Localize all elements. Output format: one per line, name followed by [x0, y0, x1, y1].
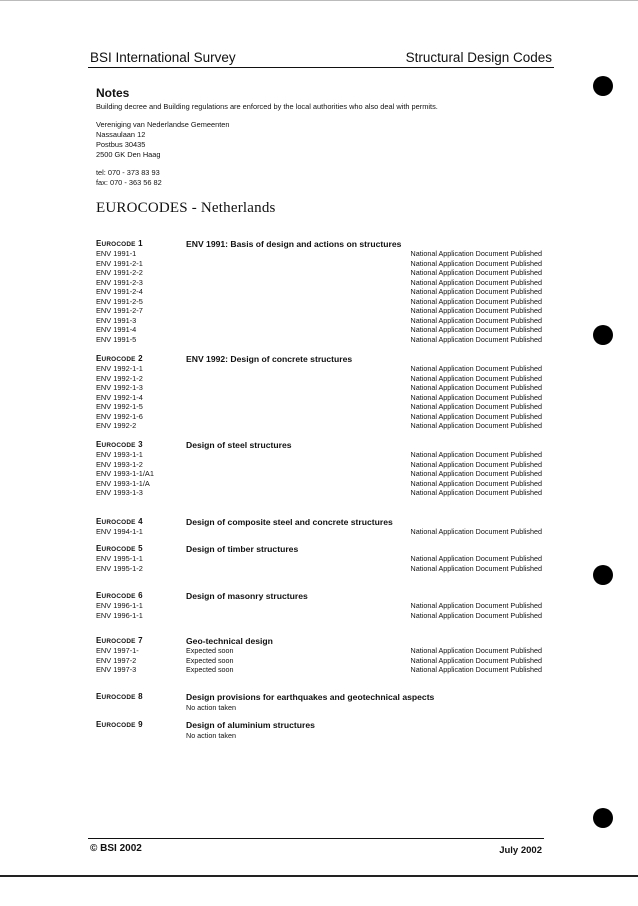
- code-id: ENV 1993-1-2: [96, 459, 143, 469]
- code-note: Expected soon: [186, 655, 234, 665]
- eurocode-label: [96, 720, 143, 729]
- code-row: [96, 460, 546, 470]
- code-id: ENV 1991-2-1: [96, 258, 143, 268]
- code-status: National Application Document Published: [410, 258, 542, 268]
- page-title: EUROCODES - Netherlands: [96, 200, 276, 216]
- code-row: [96, 287, 546, 297]
- code-id: ENV 1991-1: [96, 249, 137, 258]
- section-subnote: No action taken: [186, 731, 236, 740]
- eurocode-label-rest: UROCODE: [101, 546, 136, 553]
- eurocode-number: 7: [138, 636, 143, 645]
- code-id: ENV 1995-1-2: [96, 563, 143, 573]
- code-id: ENV 1992-1-3: [96, 383, 143, 392]
- code-row: [96, 297, 546, 307]
- section-title: ENV 1991: Basis of design and actions on structures: [186, 239, 402, 249]
- eurocode-label-initial: E: [96, 720, 102, 729]
- code-row: [96, 335, 546, 345]
- page-header: [88, 45, 554, 68]
- code-id: ENV 1994-1-1: [96, 527, 143, 536]
- eurocode-number: 9: [138, 720, 143, 729]
- code-id: ENV 1991-4: [96, 325, 137, 334]
- address-line: Nassaulaan 12: [96, 130, 146, 139]
- code-row: [96, 383, 546, 393]
- eurocode-label: [96, 692, 143, 701]
- section-title: Geo-technical design: [186, 636, 273, 646]
- eurocode-number: 1: [138, 239, 143, 248]
- eurocode-label-initial: E: [96, 239, 102, 248]
- section-title: Design of steel structures: [186, 440, 292, 450]
- code-id: ENV 1993-1-3: [96, 488, 143, 497]
- eurocode-number: 2: [138, 354, 143, 363]
- bottom-rule: [0, 875, 638, 877]
- eurocode-label: [96, 517, 143, 526]
- code-row: [96, 402, 546, 412]
- code-status: National Application Document Published: [410, 450, 542, 459]
- header-right: Structural Design Codes: [405, 50, 552, 65]
- code-status: National Application Document Published: [410, 411, 542, 421]
- code-status: National Application Document Published: [410, 601, 542, 610]
- code-status: National Application Document Published: [410, 306, 542, 315]
- code-id: ENV 1992-1-4: [96, 392, 143, 402]
- code-row: [96, 646, 546, 656]
- top-rule: [0, 0, 638, 1]
- code-row: [96, 554, 546, 564]
- address-line: Postbus 30435: [96, 140, 146, 149]
- eurocode-label-rest: UROCODE: [101, 241, 136, 248]
- eurocode-label-rest: UROCODE: [101, 519, 136, 526]
- section-title: Design of timber structures: [186, 544, 299, 554]
- code-status: National Application Document Published: [410, 488, 542, 497]
- code-id: ENV 1992-2: [96, 421, 137, 430]
- eurocode-label: [96, 354, 143, 363]
- eurocode-label-initial: E: [96, 636, 102, 645]
- code-row: [96, 364, 546, 374]
- eurocode-label-initial: E: [96, 692, 102, 701]
- code-status: National Application Document Published: [410, 655, 542, 665]
- eurocode-label-initial: E: [96, 354, 102, 363]
- code-id: ENV 1992-1-1: [96, 364, 143, 373]
- code-id: ENV 1991-2-2: [96, 268, 143, 277]
- eurocode-label-rest: UROCODE: [101, 638, 136, 645]
- section-title: Design provisions for earthquakes and geotechnical aspects: [186, 692, 435, 702]
- punch-hole: [593, 325, 613, 345]
- code-note: Expected soon: [186, 665, 234, 674]
- section-title: Design of masonry structures: [186, 591, 308, 601]
- eurocode-number: 4: [138, 517, 143, 526]
- eurocode-label: [96, 636, 143, 645]
- telephone: tel: 070 - 373 83 93: [96, 168, 160, 177]
- code-status: National Application Document Published: [410, 554, 542, 563]
- code-status: National Application Document Published: [410, 563, 542, 573]
- code-status: National Application Document Published: [410, 610, 542, 620]
- code-status: National Application Document Published: [410, 334, 542, 344]
- code-row: [96, 488, 546, 498]
- code-status: National Application Document Published: [410, 383, 542, 392]
- punch-hole: [593, 808, 613, 828]
- code-row: [96, 611, 546, 621]
- code-id: ENV 1993-1-1/A: [96, 478, 150, 488]
- copyright: © BSI 2002: [90, 843, 142, 854]
- code-note: Expected soon: [186, 646, 234, 655]
- code-row: [96, 421, 546, 431]
- code-status: National Application Document Published: [410, 268, 542, 277]
- code-row: [96, 601, 546, 611]
- code-id: ENV 1992-1-5: [96, 402, 143, 411]
- code-status: National Application Document Published: [410, 364, 542, 373]
- eurocode-label: [96, 239, 143, 248]
- code-status: National Application Document Published: [410, 296, 542, 306]
- address-line: 2500 GK Den Haag: [96, 150, 161, 159]
- code-row: [96, 268, 546, 278]
- eurocode-label-rest: UROCODE: [101, 593, 136, 600]
- eurocode-number: 6: [138, 591, 143, 600]
- code-row: [96, 450, 546, 460]
- punch-hole: [593, 565, 613, 585]
- code-id: ENV 1991-2-5: [96, 296, 143, 306]
- code-row: [96, 564, 546, 574]
- code-row: [96, 469, 546, 479]
- code-id: ENV 1991-2-7: [96, 306, 143, 315]
- footer-date: July 2002: [499, 845, 542, 856]
- notes-title: Notes: [96, 86, 130, 100]
- eurocode-label-rest: UROCODE: [101, 694, 136, 701]
- code-status: National Application Document Published: [410, 665, 542, 674]
- code-row: [96, 249, 546, 259]
- contact-block: [96, 168, 162, 188]
- code-row: [96, 479, 546, 489]
- code-id: ENV 1993-1-1: [96, 450, 143, 459]
- eurocode-number: 3: [138, 440, 143, 449]
- code-status: National Application Document Published: [410, 287, 542, 296]
- eurocode-label-initial: E: [96, 591, 102, 600]
- header-left: BSI International Survey: [90, 50, 236, 65]
- eurocode-label-rest: UROCODE: [101, 356, 136, 363]
- eurocode-label-initial: E: [96, 544, 102, 553]
- code-status: National Application Document Published: [410, 392, 542, 402]
- eurocode-label-initial: E: [96, 517, 102, 526]
- code-row: [96, 665, 546, 675]
- code-row: [96, 259, 546, 269]
- code-row: [96, 374, 546, 384]
- eurocode-label-rest: UROCODE: [101, 442, 136, 449]
- section-subnote: No action taken: [186, 703, 236, 712]
- eurocode-label-initial: E: [96, 440, 102, 449]
- code-status: National Application Document Published: [410, 373, 542, 383]
- section-title: Design of aluminium structures: [186, 720, 315, 730]
- code-status: National Application Document Published: [410, 646, 542, 655]
- eurocode-label: [96, 591, 143, 600]
- code-id: ENV 1997-2: [96, 655, 137, 665]
- eurocode-label: [96, 440, 143, 449]
- code-status: National Application Document Published: [410, 249, 542, 258]
- code-id: ENV 1991-5: [96, 334, 137, 344]
- code-status: National Application Document Published: [410, 421, 542, 430]
- eurocode-label: [96, 544, 143, 553]
- address-block: [96, 120, 230, 160]
- code-id: ENV 1991-2-3: [96, 277, 143, 287]
- eurocode-number: 5: [138, 544, 143, 553]
- code-row: [96, 527, 546, 537]
- code-id: ENV 1991-3: [96, 315, 137, 325]
- section-title: ENV 1992: Design of concrete structures: [186, 354, 353, 364]
- code-status: National Application Document Published: [410, 277, 542, 287]
- code-row: [96, 412, 546, 422]
- section-title: Design of composite steel and concrete structures: [186, 517, 393, 527]
- address-line: Vereniging van Nederlandse Gemeenten: [96, 120, 230, 129]
- code-row: [96, 278, 546, 288]
- eurocode-number: 8: [138, 692, 143, 701]
- code-id: ENV 1997-3: [96, 665, 137, 674]
- code-status: National Application Document Published: [410, 469, 542, 478]
- page-footer: [88, 838, 544, 859]
- code-id: ENV 1992-1-2: [96, 373, 143, 383]
- code-status: National Application Document Published: [410, 527, 542, 536]
- eurocode-label-rest: UROCODE: [101, 722, 136, 729]
- code-row: [96, 316, 546, 326]
- code-status: National Application Document Published: [410, 402, 542, 411]
- code-id: ENV 1991-2-4: [96, 287, 143, 296]
- code-id: ENV 1993-1-1/A1: [96, 469, 154, 478]
- notes-text: Building decree and Building regulations are enforced by the local authorities who also deal with permits.: [96, 102, 438, 111]
- code-id: ENV 1996-1-1: [96, 601, 143, 610]
- code-row: [96, 306, 546, 316]
- code-status: National Application Document Published: [410, 325, 542, 334]
- code-id: ENV 1996-1-1: [96, 610, 143, 620]
- code-row: [96, 325, 546, 335]
- code-row: [96, 393, 546, 403]
- code-row: [96, 656, 546, 666]
- code-status: National Application Document Published: [410, 478, 542, 488]
- code-id: ENV 1992-1-6: [96, 411, 143, 421]
- code-id: ENV 1995-1-1: [96, 554, 143, 563]
- code-id: ENV 1997-1-: [96, 646, 139, 655]
- fax: fax: 070 - 363 56 82: [96, 178, 162, 187]
- code-status: National Application Document Published: [410, 459, 542, 469]
- punch-hole: [593, 76, 613, 96]
- code-status: National Application Document Published: [410, 315, 542, 325]
